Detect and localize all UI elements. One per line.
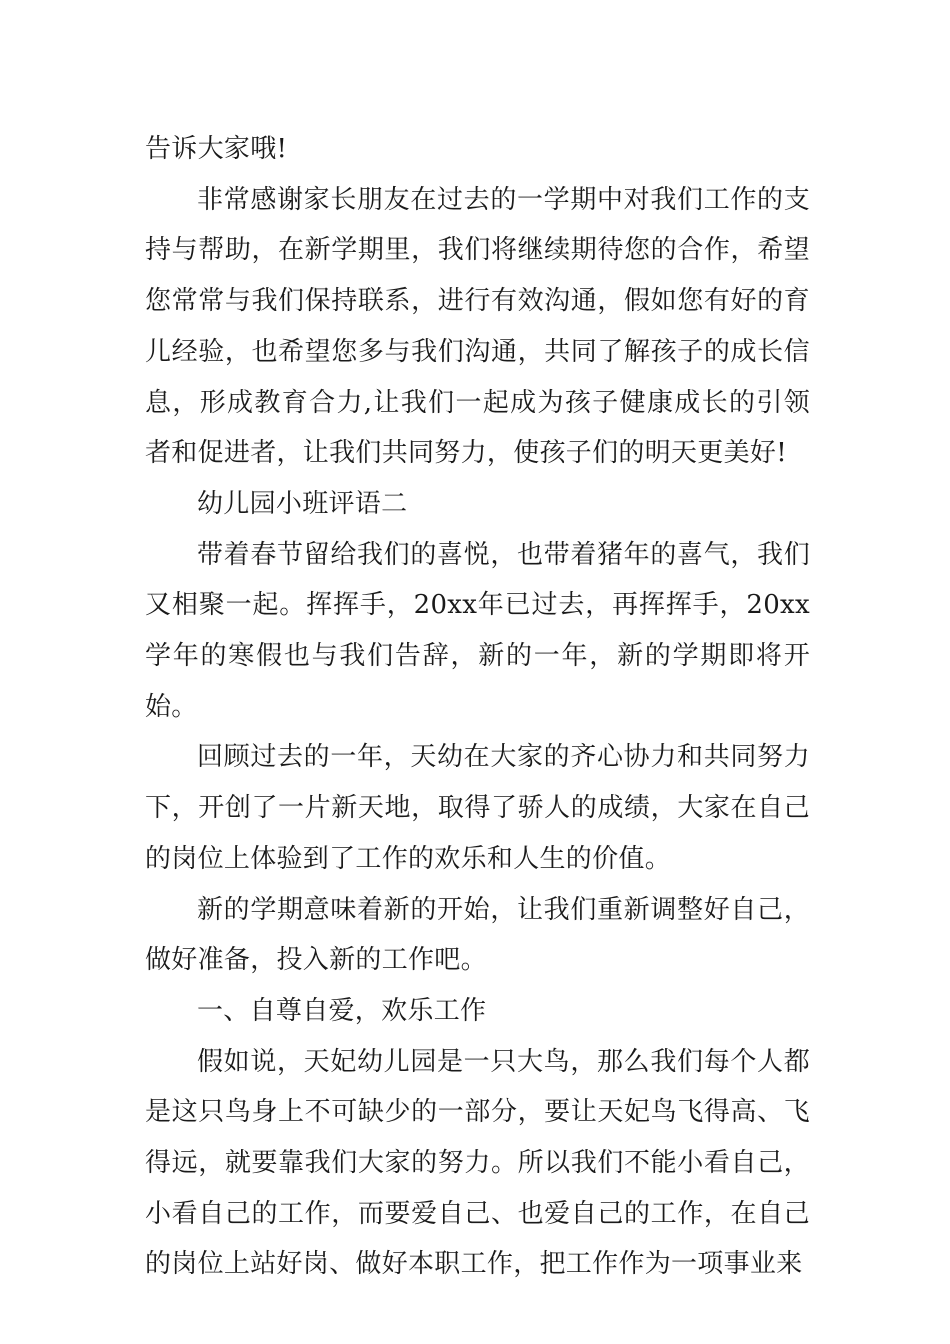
section-heading-comment-2: 幼儿园小班评语二 [197,488,408,519]
paragraph-4: 回顾过去的一年，天幼在大家的齐心协力和共同努力下，开创了一片新天地，取得了骄人的成绩，大家在自己的岗位上体验到了工作的欢乐和人生的价值。 [145,742,810,874]
paragraph-1: 告诉大家哦! [145,134,288,164]
paragraph-3: 带着春节留给我们的喜悦，也带着猪年的喜气，我们又相聚一起。挥挥手，20xx年已过去，再挥挥手，20xx学年的寒假也与我们告辞，新的一年，新的学期即将开始。 [145,539,810,722]
paragraph-5: 新的学期意味着新的开始，让我们重新调整好自己，做好准备，投入新的工作吧。 [145,894,810,976]
paragraph-6: 假如说，天妃幼儿园是一只大鸟，那么我们每个人都是这只鸟身上不可缺少的一部分，要让天妃鸟飞得高、飞得远，就要靠我们大家的努力。所以我们不能小看自己，小看自己的工作，而要爱自己、也爱自己的工作，在自己的岗位上站好岗、做好本职工作，把工作作为一项事业来 [145,1046,810,1280]
paragraph-2: 非常感谢家长朋友在过去的一学期中对我们工作的支持与帮助，在新学期里，我们将继续期待您的合作，希望您常常与我们保持联系，进行有效沟通，假如您有好的育儿经验，也希望您多与我们沟通，共同了解孩子的成长信息，形成教育合力,让我们一起成为孩子健康成长的引领者和促进者，让我们共同努力，使孩子们的明天更美好! [145,184,810,469]
document-body [145,124,810,1290]
subheading-1: 一、自尊自爱，欢乐工作 [197,995,487,1026]
